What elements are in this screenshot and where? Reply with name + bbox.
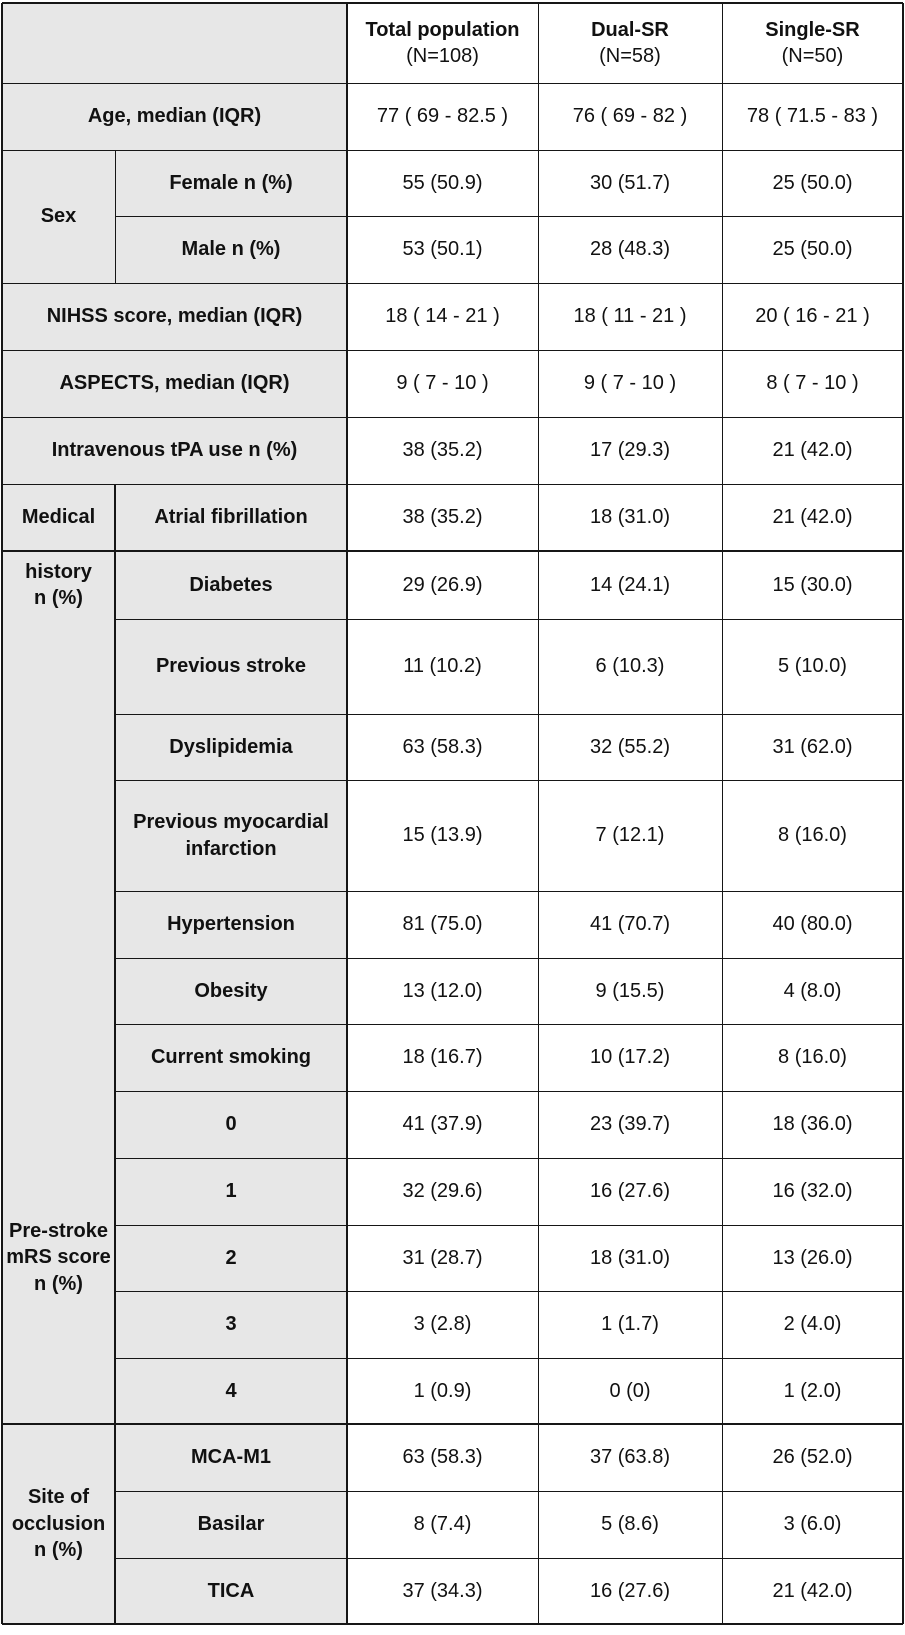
table-cell xyxy=(722,283,903,350)
table-cell xyxy=(538,551,722,619)
table-cell-value: 38 (35.2) xyxy=(402,506,483,529)
table-cell-value: 25 (50.0) xyxy=(772,238,853,261)
group-label-sex xyxy=(2,150,115,283)
table-cell-value: 20 ( 16 - 21 ) xyxy=(755,305,870,328)
row-label xyxy=(115,216,347,283)
table-cell-value: 13 (26.0) xyxy=(772,1246,853,1269)
row-label-text: Diabetes xyxy=(189,573,273,596)
row-label-text: Female n (%) xyxy=(169,171,293,194)
row-label-text: Basilar xyxy=(197,1513,265,1536)
table-cell xyxy=(538,891,722,958)
table-cell xyxy=(722,714,903,780)
table-rule-vertical xyxy=(1,3,3,1624)
group-label-mrs-text: n (%) xyxy=(34,1272,83,1295)
row-label xyxy=(115,714,347,780)
header-corner xyxy=(2,3,347,83)
table-cell-value: 18 ( 11 - 21 ) xyxy=(573,305,687,328)
row-label-text: Male n (%) xyxy=(181,238,281,261)
table-cell xyxy=(722,1291,903,1358)
table-cell xyxy=(347,551,538,619)
table-rule-horizontal xyxy=(115,780,903,781)
row-label xyxy=(115,1358,347,1424)
table-cell-value: 18 (16.7) xyxy=(402,1046,483,1069)
table-cell-value: 21 (42.0) xyxy=(772,439,853,462)
row-label-text: MCA-M1 xyxy=(191,1446,271,1469)
table-cell-value: 1 (2.0) xyxy=(783,1379,842,1402)
row-label-text: Age, median (IQR) xyxy=(87,105,262,128)
table-cell xyxy=(347,1024,538,1091)
row-label xyxy=(115,1558,347,1624)
table-rule-horizontal xyxy=(115,619,903,620)
column-header xyxy=(538,3,722,83)
group-label-mrs-text: Pre-stroke xyxy=(9,1219,108,1242)
row-label xyxy=(115,1091,347,1158)
table-rule-horizontal xyxy=(2,150,903,151)
table-cell xyxy=(722,891,903,958)
table-rule-horizontal xyxy=(115,1491,903,1492)
table-rule-vertical xyxy=(346,3,348,1624)
table-cell-value: 76 ( 69 - 82 ) xyxy=(572,105,688,128)
group-label-mrs-text: mRS score xyxy=(6,1246,111,1269)
table-rule-vertical xyxy=(722,3,723,1624)
table-cell-value: 17 (29.3) xyxy=(589,439,671,462)
row-label-text: Intravenous tPA use n (%) xyxy=(51,439,298,462)
group-label-medical-history xyxy=(2,484,115,551)
row-label xyxy=(115,958,347,1024)
table-rule-horizontal xyxy=(2,283,903,284)
table-cell xyxy=(347,1558,538,1624)
table-cell xyxy=(722,216,903,283)
table-cell xyxy=(347,1158,538,1225)
table-rule-horizontal xyxy=(2,350,903,351)
table-cell xyxy=(538,150,722,216)
table-cell-value: 1 (1.7) xyxy=(601,1313,659,1336)
table-cell-value: 9 (15.5) xyxy=(595,979,665,1002)
table-cell xyxy=(347,1091,538,1158)
table-cell xyxy=(722,551,903,619)
row-label xyxy=(115,1491,347,1558)
table-cell xyxy=(538,216,722,283)
table-cell xyxy=(538,714,722,780)
table-cell xyxy=(538,283,722,350)
row-label-text: Previous myocardial xyxy=(133,811,329,834)
table-cell-value: 78 ( 71.5 - 83 ) xyxy=(746,105,879,128)
table-cell xyxy=(538,83,722,150)
row-label-text: 1 xyxy=(225,1180,237,1203)
table-cell-value: 29 (26.9) xyxy=(402,573,483,596)
table-cell-value: 18 (31.0) xyxy=(589,1246,671,1269)
table-cell xyxy=(347,958,538,1024)
table-cell-value: 3 (6.0) xyxy=(783,1513,842,1536)
row-label-text: Previous stroke xyxy=(155,655,307,678)
table-cell xyxy=(347,1491,538,1558)
table-rule-horizontal xyxy=(115,1225,903,1226)
row-label xyxy=(115,484,347,551)
column-header-subtitle: (N=58) xyxy=(599,45,661,67)
column-header-title: Total population xyxy=(365,18,520,41)
table-rule-horizontal xyxy=(115,714,903,715)
table-cell-value: 8 ( 7 - 10 ) xyxy=(766,372,859,395)
row-label-text: Obesity xyxy=(194,979,268,1002)
table-cell-value: 2 (4.0) xyxy=(783,1313,842,1336)
table-cell-value: 0 (0) xyxy=(609,1379,651,1402)
column-header-title: Dual-SR xyxy=(591,18,669,41)
row-label xyxy=(115,1158,347,1225)
column-header-title: Single-SR xyxy=(765,18,860,41)
table-cell xyxy=(538,780,722,891)
table-cell xyxy=(347,1424,538,1491)
group-label-occlusion-text: n (%) xyxy=(34,1539,83,1562)
table-cell xyxy=(722,1358,903,1424)
table-cell-value: 21 (42.0) xyxy=(772,506,853,529)
table-cell xyxy=(722,1158,903,1225)
table-cell xyxy=(722,1024,903,1091)
column-header-subtitle: (N=108) xyxy=(406,45,479,67)
table-cell-value: 26 (52.0) xyxy=(772,1446,853,1469)
table-cell-value: 11 (10.2) xyxy=(403,655,482,678)
table-rule-horizontal xyxy=(115,1024,903,1025)
row-label xyxy=(115,551,347,619)
row-label-text: Hypertension xyxy=(167,913,295,936)
row-label xyxy=(115,1024,347,1091)
table-cell xyxy=(722,619,903,714)
table-cell xyxy=(722,1091,903,1158)
table-cell-value: 18 ( 14 - 21 ) xyxy=(385,305,500,328)
table-cell-value: 18 (31.0) xyxy=(589,506,671,529)
row-label-text: TICA xyxy=(207,1579,255,1602)
table-rule-horizontal xyxy=(2,484,903,485)
table-cell-value: 4 (8.0) xyxy=(783,979,842,1002)
table-cell xyxy=(722,417,903,484)
table-cell xyxy=(722,780,903,891)
table-rule-horizontal xyxy=(115,1358,903,1359)
table-cell-value: 16 (32.0) xyxy=(772,1180,853,1203)
row-label xyxy=(115,780,347,891)
table-cell-value: 10 (17.2) xyxy=(589,1046,671,1069)
table-cell xyxy=(347,891,538,958)
table-cell-value: 21 (42.0) xyxy=(772,1579,853,1602)
table-cell xyxy=(538,484,722,551)
table-cell xyxy=(538,350,722,417)
table-rule-horizontal xyxy=(115,1291,903,1292)
table-rule-vertical xyxy=(114,484,116,1624)
table-cell xyxy=(722,958,903,1024)
table-cell xyxy=(538,1424,722,1491)
row-label xyxy=(115,1225,347,1291)
table-cell-value: 30 (51.7) xyxy=(589,171,671,194)
table-cell-value: 40 (80.0) xyxy=(772,913,853,936)
group-label-mrs xyxy=(2,1091,115,1424)
table-cell xyxy=(347,150,538,216)
table-rule-horizontal xyxy=(115,891,903,892)
table-cell-value: 9 ( 7 - 10 ) xyxy=(583,372,677,395)
table-cell-value: 28 (48.3) xyxy=(589,238,671,261)
table-cell xyxy=(722,1225,903,1291)
group-label-medical-history-cont-text: n (%) xyxy=(34,587,83,610)
table-cell xyxy=(538,1158,722,1225)
row-label xyxy=(2,283,347,350)
table-cell xyxy=(538,1091,722,1158)
table-rule-horizontal xyxy=(2,550,903,552)
table-cell-value: 16 (27.6) xyxy=(589,1180,671,1203)
table-cell-value: 31 (62.0) xyxy=(772,735,853,758)
table-cell-value: 37 (34.3) xyxy=(402,1579,483,1602)
table-cell xyxy=(347,1358,538,1424)
table-cell xyxy=(347,417,538,484)
table-cell-value: 38 (35.2) xyxy=(402,439,483,462)
table-rule-horizontal xyxy=(115,958,903,959)
table-cell xyxy=(347,484,538,551)
table-cell xyxy=(538,1491,722,1558)
column-header xyxy=(722,3,903,83)
table-cell xyxy=(722,484,903,551)
table-cell xyxy=(722,1424,903,1491)
column-header-subtitle: (N=50) xyxy=(781,45,844,67)
table-cell-value: 8 (16.0) xyxy=(778,824,847,847)
table-cell-value: 8 (7.4) xyxy=(413,1513,472,1536)
table-cell xyxy=(347,780,538,891)
table-cell-value: 23 (39.7) xyxy=(589,1113,671,1136)
table-cell xyxy=(722,1491,903,1558)
table-rule-horizontal xyxy=(115,1091,903,1092)
table-cell-value: 55 (50.9) xyxy=(402,171,483,194)
table-cell xyxy=(722,150,903,216)
column-header xyxy=(347,3,538,83)
table-cell-value: 25 (50.0) xyxy=(772,171,853,194)
row-label-text: 3 xyxy=(225,1313,237,1336)
table-cell xyxy=(347,350,538,417)
row-label xyxy=(2,83,347,150)
table-cell-value: 1 (0.9) xyxy=(413,1379,472,1402)
group-label-medical-history-cont-text: history xyxy=(25,561,92,583)
table-cell xyxy=(347,714,538,780)
table-rule-horizontal xyxy=(115,216,903,217)
table-cell-value: 37 (63.8) xyxy=(589,1446,671,1469)
table-cell xyxy=(347,1291,538,1358)
row-label xyxy=(2,350,347,417)
table-cell xyxy=(538,1225,722,1291)
group-label-medical-history-cont xyxy=(2,551,115,619)
table-rule-horizontal xyxy=(2,417,903,418)
table-cell-value: 5 (10.0) xyxy=(778,655,847,678)
table-cell-value: 15 (30.0) xyxy=(772,573,853,596)
table-cell-value: 7 (12.1) xyxy=(595,824,665,847)
row-label xyxy=(2,417,347,484)
table-rule-horizontal xyxy=(115,1158,903,1159)
table-rule-horizontal xyxy=(2,1623,903,1625)
row-label-text: ASPECTS, median (IQR) xyxy=(59,372,290,395)
group-label-occlusion-text: occlusion xyxy=(11,1512,106,1535)
row-label xyxy=(115,619,347,714)
table-cell xyxy=(347,619,538,714)
table-rule-horizontal xyxy=(2,1423,903,1425)
row-label-text: Dyslipidemia xyxy=(169,735,293,758)
table-cell-value: 63 (58.3) xyxy=(402,735,483,758)
table-cell-value: 53 (50.1) xyxy=(402,238,483,261)
row-label xyxy=(115,150,347,216)
table-cell-value: 9 ( 7 - 10 ) xyxy=(396,372,489,395)
table-cell xyxy=(722,350,903,417)
table-cell-value: 32 (29.6) xyxy=(402,1180,483,1203)
row-label-text: 0 xyxy=(225,1113,237,1136)
row-label xyxy=(115,1291,347,1358)
table-cell-value: 3 (2.8) xyxy=(413,1313,472,1336)
table-cell xyxy=(538,958,722,1024)
table-cell xyxy=(538,1291,722,1358)
group-label-occlusion xyxy=(2,1424,115,1624)
table-cell-value: 18 (36.0) xyxy=(772,1113,853,1136)
table-cell-value: 77 ( 69 - 82.5 ) xyxy=(376,105,509,128)
table-cell xyxy=(538,1558,722,1624)
table-cell-value: 5 (8.6) xyxy=(601,1513,659,1536)
table-cell xyxy=(538,1024,722,1091)
row-label-text: 4 xyxy=(225,1379,237,1402)
row-label xyxy=(115,891,347,958)
table-cell-value: 41 (70.7) xyxy=(589,913,671,936)
row-label-text: Current smoking xyxy=(150,1046,312,1069)
table-cell-value: 15 (13.9) xyxy=(402,824,483,847)
table-cell xyxy=(347,283,538,350)
table-rule-horizontal xyxy=(2,2,903,4)
table-cell-value: 14 (24.1) xyxy=(589,573,671,596)
row-label-text: Atrial fibrillation xyxy=(154,506,308,529)
table-rule-horizontal xyxy=(2,83,903,84)
table-rule-vertical xyxy=(902,3,904,1624)
table-cell xyxy=(347,1225,538,1291)
table-cell-value: 13 (12.0) xyxy=(402,979,483,1002)
table-cell-value: 31 (28.7) xyxy=(402,1246,483,1269)
table-cell-value: 8 (16.0) xyxy=(778,1046,847,1069)
table-rule-vertical xyxy=(115,150,116,283)
table-cell xyxy=(538,417,722,484)
table-rule-vertical xyxy=(538,3,539,1624)
group-label-occlusion-text: Site of xyxy=(27,1486,90,1509)
row-label-text: 2 xyxy=(225,1246,237,1269)
table-cell-value: 81 (75.0) xyxy=(402,913,483,936)
table-cell-value: 63 (58.3) xyxy=(402,1446,483,1469)
row-label-text: infarction xyxy=(185,837,277,860)
table-cell-value: 41 (37.9) xyxy=(402,1113,483,1136)
row-label-text: NIHSS score, median (IQR) xyxy=(46,305,303,328)
table-cell xyxy=(722,1558,903,1624)
table-cell-value: 6 (10.3) xyxy=(595,655,665,678)
table-cell-value: 32 (55.2) xyxy=(589,735,671,758)
table-cell xyxy=(722,83,903,150)
row-label xyxy=(115,1424,347,1491)
group-label-medical-history-text: Medical xyxy=(21,506,96,529)
table-cell xyxy=(538,1358,722,1424)
table-cell xyxy=(347,83,538,150)
table-cell xyxy=(347,216,538,283)
group-label-sex-text: Sex xyxy=(40,205,77,228)
table-cell-value: 16 (27.6) xyxy=(589,1579,671,1602)
table-cell xyxy=(538,619,722,714)
table-rule-horizontal xyxy=(115,1558,903,1559)
